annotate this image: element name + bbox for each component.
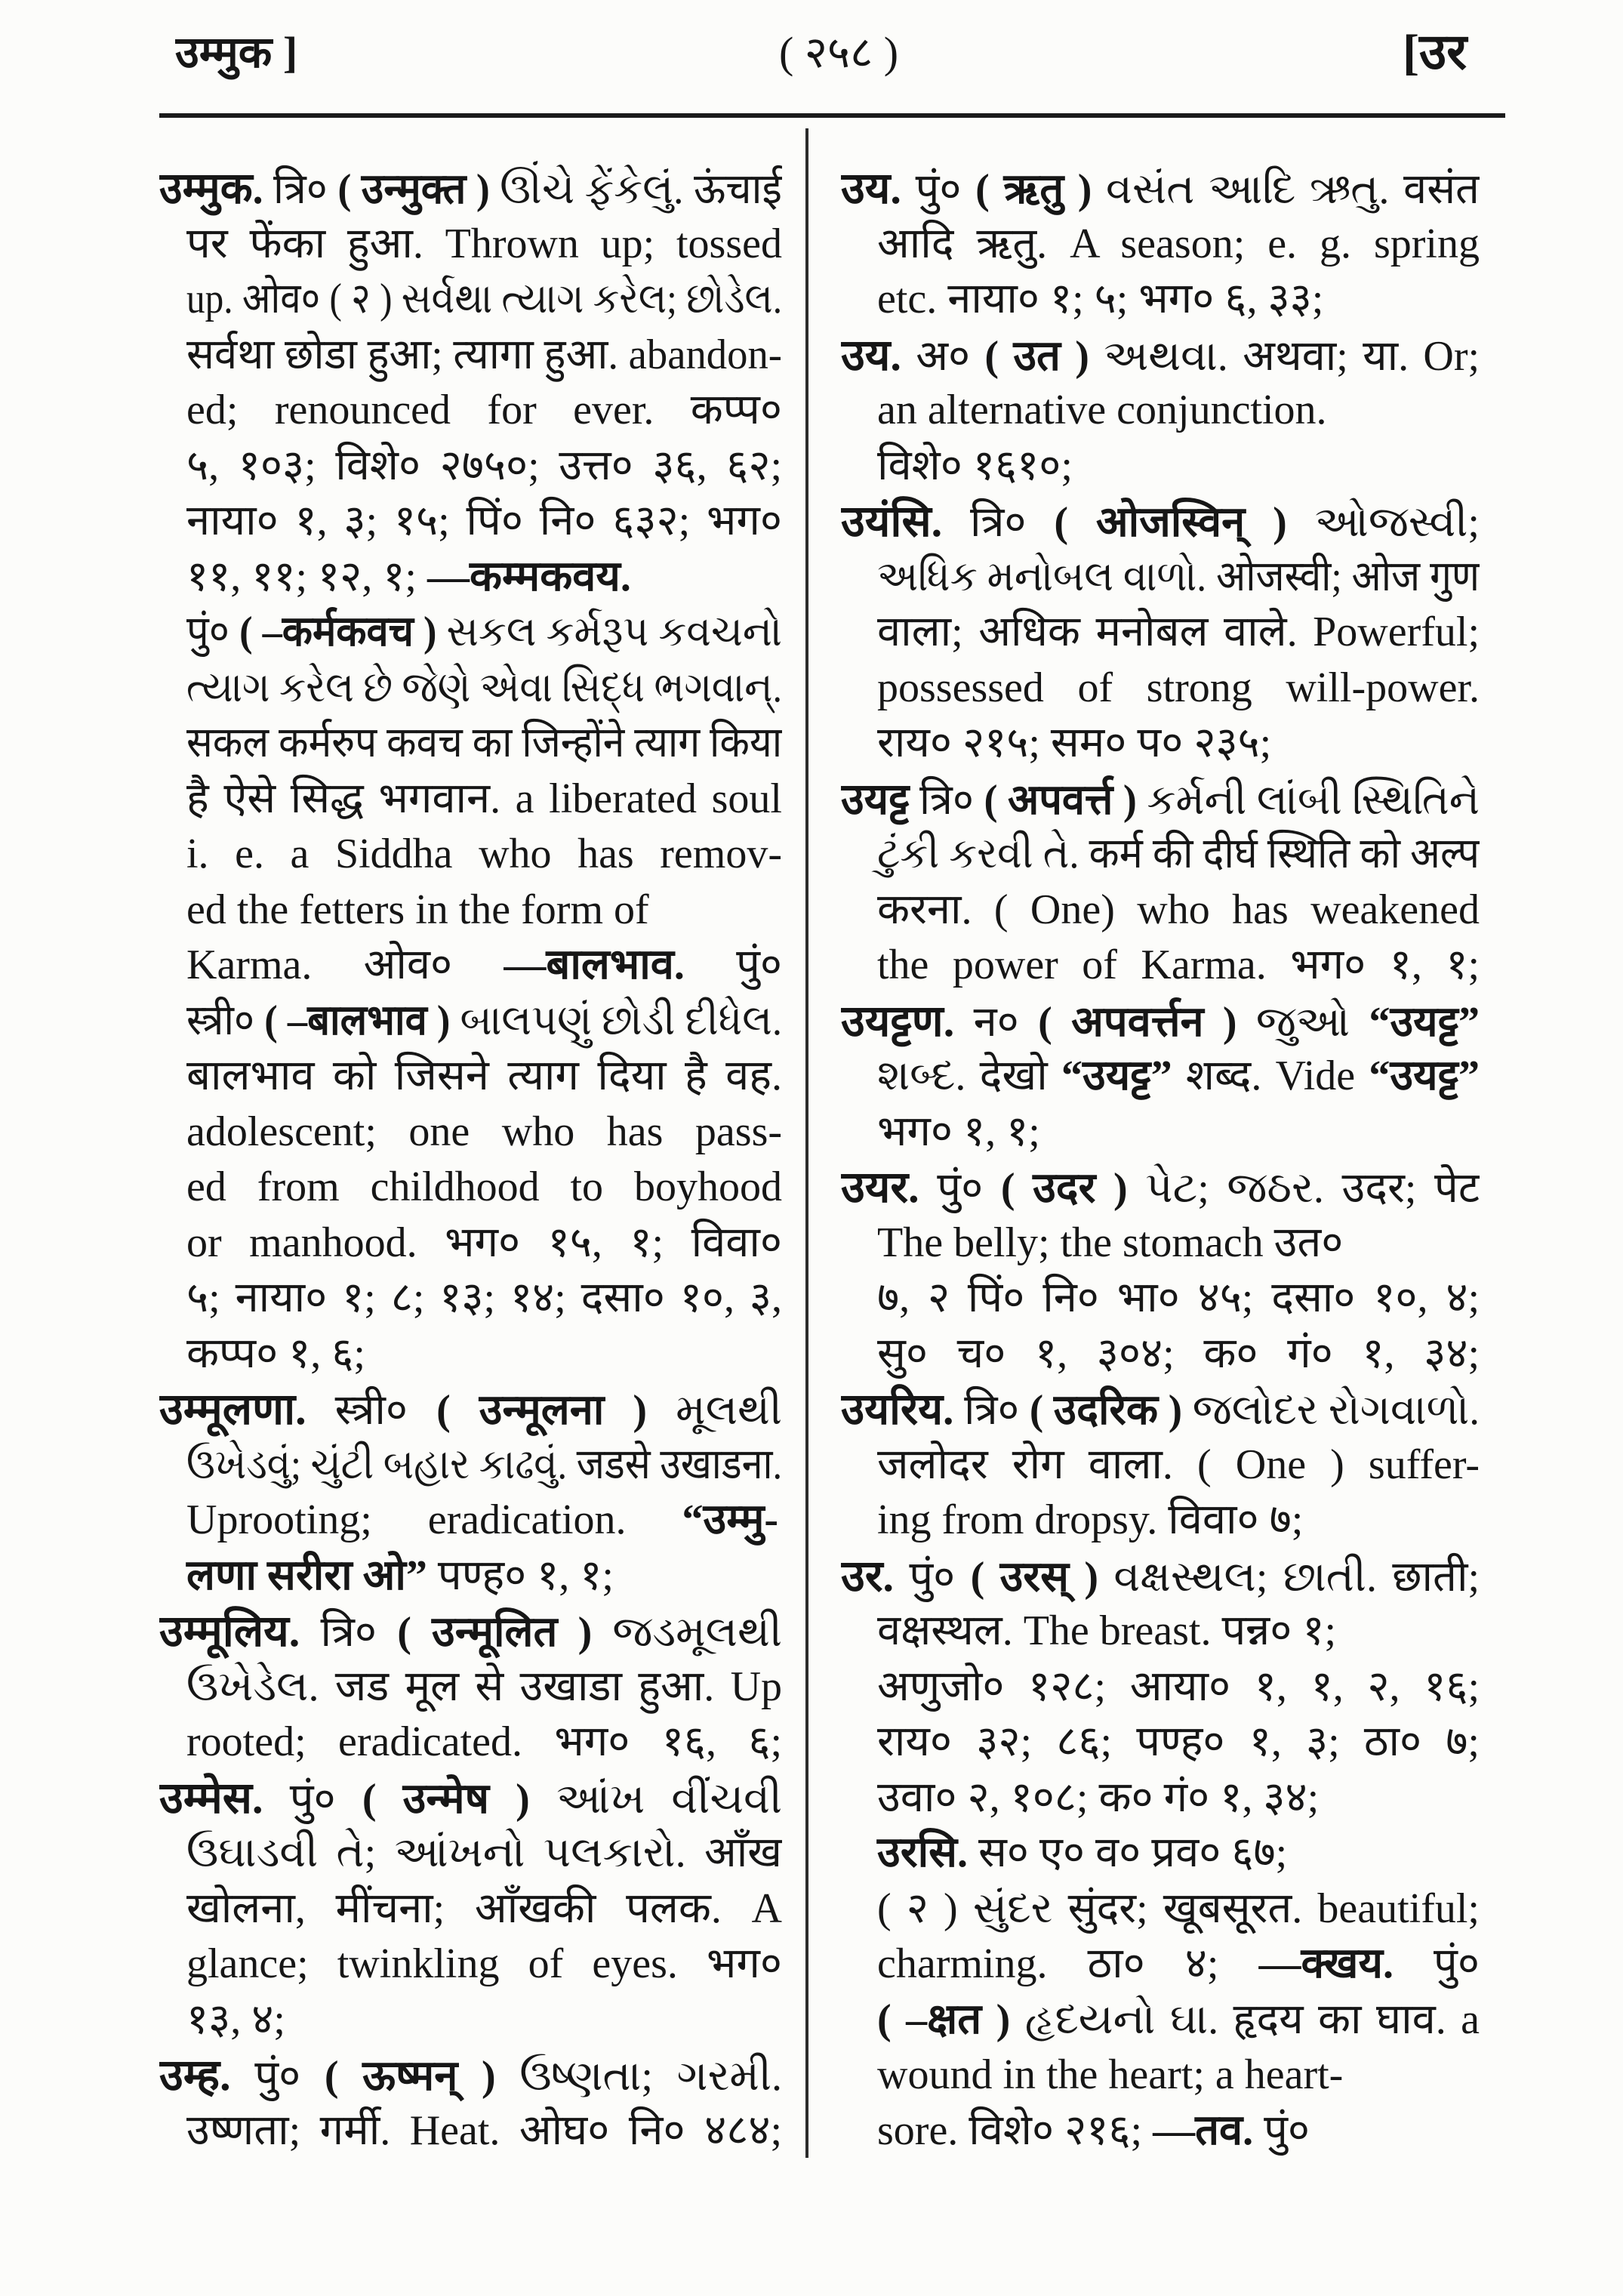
sanskrit-equivalent: ( –क्षत )	[877, 1996, 1011, 2043]
line-text: rooted; eradicated. भग० १६, ६;	[186, 1718, 782, 1765]
headword: उय.	[841, 164, 901, 213]
entry-line	[159, 1549, 782, 1604]
entry-line	[159, 1826, 782, 1881]
headword: उयरिय.	[841, 1385, 954, 1434]
line-text	[159, 1604, 782, 1660]
line-text	[159, 1382, 782, 1438]
line-text: सु० च० १, ३०४; क० गं० १, ३४;	[877, 1330, 1480, 1377]
text-segment: ઉષ્ણતા; ગરમી.	[495, 2053, 782, 2100]
line-text: राय० २१५; सम० प० २३५;	[877, 720, 1272, 766]
line-text: the power of Karma. भग० १, १;	[877, 942, 1480, 988]
dictionary-entry	[159, 1604, 782, 1771]
text-segment: મૂલથી	[647, 1387, 782, 1434]
text-segment: स० ए० व० प्रव० ६७;	[967, 1829, 1288, 1876]
text-segment: ११, ११; १२, १;	[186, 553, 427, 600]
line-text	[841, 494, 1480, 550]
text-segment: स्त्री०	[186, 997, 265, 1044]
line-text: ઉઘાડવી તે; આંખનો પલકારો. आँख	[186, 1829, 782, 1876]
line-text	[159, 2048, 782, 2103]
line-text: करना. ( One) who has weakened	[877, 886, 1480, 933]
line-text	[186, 550, 631, 606]
entry-line	[159, 1715, 782, 1771]
entry-line	[159, 217, 782, 273]
line-text	[841, 161, 1480, 217]
quoted-term: लणा सरीरा ओ”	[186, 1552, 427, 1599]
entry-line	[841, 1271, 1480, 1327]
line-text	[877, 1937, 1480, 1992]
text-segment: त्रि०	[942, 499, 1055, 546]
dictionary-entry	[841, 772, 1480, 994]
entry-line	[159, 1049, 782, 1105]
entry-line	[841, 938, 1480, 994]
dictionary-entry	[159, 2048, 782, 2159]
line-text: सर्वथा छोडा हुआ; त्यागा हुआ. abandon-	[186, 331, 782, 378]
text-segment: पुं०	[263, 1775, 362, 1823]
line-text	[186, 938, 782, 994]
sanskrit-equivalent: ( ऊष्मन् )	[324, 2053, 496, 2100]
header-rule	[159, 113, 1505, 118]
line-text: राय० ३२; ८६; पण्ह० १, ३; ठा० ७;	[877, 1718, 1480, 1765]
text-segment: त्रि०	[909, 776, 984, 824]
entry-line	[159, 2103, 782, 2159]
line-text	[186, 605, 782, 661]
line-text	[159, 161, 782, 217]
sanskrit-equivalent: ( उन्मूलित )	[397, 1609, 593, 1656]
column-divider	[805, 128, 808, 2158]
line-text: ઉખેડેલ. जड मूल से उखाडा हुआ. Up	[186, 1663, 782, 1710]
line-text	[841, 994, 1480, 1049]
entry-head-line	[841, 1160, 1480, 1216]
entry-line	[159, 1271, 782, 1327]
line-text	[186, 1549, 614, 1604]
quoted-term: “उयट्ट”	[1369, 998, 1480, 1046]
entry-line	[841, 716, 1480, 772]
sub-headword: —बालभाव.	[504, 942, 685, 988]
entry-head-line	[159, 161, 782, 217]
entry-head-line	[841, 494, 1480, 550]
text-segment: sore. विशे० २१६;	[877, 2106, 1153, 2154]
line-text: उवा० २, १०८; क० गं० १, ३४;	[877, 1774, 1320, 1821]
sanskrit-equivalent: ( ऋतु )	[975, 166, 1092, 213]
text-segment: पुं०	[919, 1165, 1001, 1212]
sub-headword: —क्खय.	[1258, 1940, 1394, 1987]
entry-head-line	[841, 772, 1480, 827]
text-segment: અથવા. अथवा; या. Or;	[1089, 332, 1480, 380]
line-text	[877, 1049, 1480, 1105]
text-segment: બાલપણું છોડી દીધેલ.	[450, 997, 782, 1044]
sub-headword: उरसि.	[877, 1829, 968, 1876]
line-text: wound in the heart; a heart-	[877, 2051, 1344, 2098]
text-segment: न०	[954, 998, 1039, 1046]
headword: उय.	[841, 330, 901, 380]
line-text	[841, 328, 1480, 384]
dictionary-entry	[841, 994, 1480, 1160]
line-text	[186, 1493, 778, 1549]
dictionary-entry	[841, 494, 1480, 772]
text-segment: સકલ કર્મરૂપ કવચનો	[436, 609, 782, 655]
text-segment: Uprooting; eradication.	[186, 1496, 682, 1543]
line-text	[159, 1771, 782, 1826]
headword: उम्मेस.	[159, 1773, 263, 1823]
entry-head-line	[841, 994, 1480, 1049]
line-text: i. e. a Siddha who has remov-	[186, 831, 782, 877]
text-segment: વસંત આદિ ઋતુ. वसंत	[1092, 166, 1480, 213]
entry-line	[841, 1937, 1480, 1992]
headword: उर.	[841, 1551, 895, 1601]
entry-line	[159, 1216, 782, 1271]
entry-head-line	[841, 161, 1480, 217]
dictionary-entry	[159, 1771, 782, 2048]
sub-headword: —कम्मकवय.	[427, 553, 631, 600]
text-segment: पुं०	[1253, 2106, 1310, 2154]
entry-line	[841, 272, 1480, 328]
entry-line	[841, 1493, 1480, 1549]
entry-line	[841, 550, 1480, 606]
line-text: adolescent; one who has pass-	[186, 1108, 782, 1155]
line-text: ५, १०३; विशे० २७५०; उत्त० ३६, ६२;	[186, 442, 782, 489]
entry-line	[841, 1438, 1480, 1493]
headword: उयट्टण.	[841, 996, 955, 1046]
text-segment: पुं०	[684, 942, 782, 988]
line-text: वाला; अधिक मनोबल वाले. Powerful;	[877, 609, 1480, 655]
text-segment: હૃદયનો ઘા. हृदय का घाव. a	[1010, 1996, 1480, 2043]
entry-line	[159, 550, 782, 606]
text-segment: પેટ; જઠર. उदर; पेट	[1127, 1165, 1480, 1212]
line-text: અધિક મનોબલ વાળો. ओजस्वी; ओज गुण	[877, 553, 1480, 600]
line-text	[841, 772, 1480, 827]
left-column	[159, 161, 782, 2159]
line-text: उष्णता; गर्मी. Heat. ओघ० नि० ४८४;	[186, 2106, 782, 2154]
sanskrit-equivalent: ( उन्मेष )	[362, 1775, 530, 1823]
line-text: नाया० १, ३; १५; पिं० नि० ६३२; भग०	[186, 498, 782, 544]
text-segment: अ०	[901, 332, 985, 380]
line-text	[841, 1549, 1480, 1604]
entry-line	[841, 2103, 1480, 2159]
dictionary-entry	[159, 161, 782, 1382]
quoted-term: “उम्मु-	[682, 1496, 779, 1543]
entry-head-line	[159, 2048, 782, 2103]
entry-line	[159, 1937, 782, 1992]
line-text: an alternative conjunction.	[877, 387, 1327, 433]
text-segment: शब्द. Vide	[1172, 1052, 1369, 1099]
entry-line	[159, 883, 782, 938]
entry-line	[159, 328, 782, 384]
entry-line	[159, 661, 782, 717]
entry-line	[841, 383, 1480, 439]
entry-line	[841, 1660, 1480, 1715]
line-text: विशे० १६१०;	[877, 442, 1073, 489]
text-segment: पुं०	[186, 609, 240, 655]
line-text: वक्षस्थल. The breast. पन्न० १;	[877, 1607, 1337, 1654]
sub-headword: —तव.	[1153, 2106, 1254, 2154]
entry-line	[841, 217, 1480, 273]
entry-line	[159, 827, 782, 883]
text-segment: त्रि०	[300, 1609, 398, 1656]
running-head-left: उम्मुक ]	[175, 28, 298, 77]
line-text: ed the fetters in the form of	[186, 886, 649, 933]
line-text	[877, 1826, 1287, 1881]
sanskrit-equivalent: ( अपवर्त्तन )	[1038, 998, 1237, 1046]
text-segment: स्त्री०	[306, 1387, 437, 1434]
entry-line	[841, 1771, 1480, 1826]
entry-line	[841, 1105, 1480, 1160]
entry-line	[159, 1160, 782, 1216]
entry-head-line	[159, 1771, 782, 1826]
text-segment: charming. ठा० ४;	[877, 1940, 1259, 1987]
entry-line	[841, 883, 1480, 938]
entry-line	[159, 1660, 782, 1715]
text-segment: કર્મની લાંબી સ્થિતિને	[1136, 776, 1480, 824]
entry-line	[159, 494, 782, 550]
line-text: ed from childhood to boyhood	[186, 1163, 782, 1210]
text-segment: पुं०	[1393, 1940, 1480, 1987]
text-segment: વક્ષસ્થલ; છાતી. छाती;	[1098, 1553, 1480, 1601]
line-text: up. ओव० ( २ ) સર્વથા ત્યાગ કરેલ; છોડેલ.	[186, 276, 782, 322]
entry-head-line	[841, 1382, 1480, 1438]
headword: उयर.	[841, 1163, 919, 1212]
entry-line	[159, 272, 782, 328]
entry-line	[159, 1881, 782, 1937]
dictionary-entry	[841, 1382, 1480, 1549]
line-text: अणुजो० १२८; आया० १, १, २, १६;	[877, 1663, 1480, 1710]
text-segment: આંખ વીંચવી	[529, 1775, 782, 1823]
entry-line	[159, 716, 782, 772]
quoted-term: “उयट्ट”	[1061, 1052, 1172, 1099]
line-text	[841, 1160, 1480, 1216]
entry-line	[159, 1327, 782, 1382]
line-text: सकल कर्मरुप कवच का जिन्होंने त्याग किया	[186, 720, 782, 766]
line-text: ઉખેડવું; ચુંટી બહાર કાઢવું. जडसे उखाडना.	[186, 1441, 782, 1488]
sanskrit-equivalent: ( उदर )	[1000, 1165, 1128, 1212]
entry-line	[159, 439, 782, 495]
entry-line	[159, 994, 782, 1049]
entry-line	[841, 1881, 1480, 1937]
quoted-term: “उयट्ट”	[1369, 1052, 1480, 1099]
text-segment: શબ્દ. देखो	[877, 1052, 1062, 1099]
entry-line	[159, 383, 782, 439]
dictionary-entry	[841, 161, 1480, 328]
entry-line	[159, 1493, 782, 1549]
headword: उयट्ट	[841, 774, 910, 824]
line-text: ७, २ पिं० नि० भा० ४५; दसा० १०, ४;	[877, 1274, 1480, 1321]
line-text	[186, 994, 782, 1049]
headword: उम्मुक.	[159, 164, 263, 213]
dictionary-entry	[841, 328, 1480, 495]
line-text	[877, 1992, 1480, 2048]
sanskrit-equivalent: ( उत )	[984, 332, 1089, 380]
entry-line	[159, 1438, 782, 1493]
line-text: glance; twinkling of eyes. भग०	[186, 1940, 782, 1987]
sanskrit-equivalent: ( उरस् )	[970, 1553, 1099, 1601]
entry-line	[159, 772, 782, 827]
line-text: पर फेंका हुआ. Thrown up; tossed	[186, 220, 782, 267]
line-text	[841, 1382, 1480, 1438]
line-text	[877, 2103, 1310, 2159]
line-text: ५; नाया० १; ८; १३; १४; दसा० १०, ३,	[186, 1274, 782, 1321]
dictionary-entry	[841, 1549, 1480, 2159]
line-text: The belly; the stomach उत०	[877, 1219, 1344, 1266]
sanskrit-equivalent: ( –बालभाव )	[264, 997, 451, 1044]
line-text: ing from dropsy. विवा० ७;	[877, 1496, 1304, 1543]
headword: उयंसि.	[841, 497, 943, 546]
text-segment: ઊંચે ફેંકેલું. ऊंचाई	[489, 166, 782, 213]
line-text: आदि ऋतु. A season; e. g. spring	[877, 220, 1480, 267]
right-column	[841, 161, 1480, 2159]
entry-line	[841, 1992, 1480, 2048]
line-text: ( २ ) સુંદર सुंदर; खूबसूरत. beautiful;	[877, 1885, 1480, 1932]
line-text: जलोदर रोग वाला. ( One ) suffer-	[877, 1441, 1480, 1488]
entry-line	[841, 1604, 1480, 1660]
line-text: बालभाव को जिसने त्याग दिया है वह.	[186, 1052, 782, 1099]
line-text: ટુંકી કરવી તે. कर्म की दीर्घ स्थिति को अल्प	[877, 831, 1480, 877]
entry-line	[841, 2048, 1480, 2103]
dictionary-entry	[159, 1382, 782, 1604]
text-segment: पुं०	[230, 2053, 325, 2100]
text-segment: त्रि०	[263, 166, 338, 213]
sanskrit-equivalent: ( –कर्मकवच )	[239, 609, 437, 655]
sanskrit-equivalent: ( उन्मूलना )	[436, 1387, 648, 1434]
sanskrit-equivalent: ( अपवर्त्त )	[984, 776, 1137, 824]
headword: उम्मूलिय.	[159, 1607, 300, 1656]
entry-line	[841, 1216, 1480, 1271]
entry-line	[841, 661, 1480, 717]
text-segment: જલોદર રોગવાળો.	[1182, 1387, 1480, 1434]
entry-head-line	[841, 1549, 1480, 1604]
line-text: or manhood. भग० १५, १; विवा०	[186, 1219, 782, 1266]
headword: उम्मूलणा.	[159, 1385, 306, 1434]
entry-head-line	[841, 328, 1480, 384]
sanskrit-equivalent: ( ओजस्विन् )	[1054, 499, 1287, 546]
entry-line	[841, 1715, 1480, 1771]
line-text: है ऐसे सिद्ध भगवान. a liberated soul	[186, 775, 782, 822]
dictionary-entry	[841, 1160, 1480, 1382]
entry-head-line	[159, 1382, 782, 1438]
entry-line	[841, 439, 1480, 495]
text-segment: पण्ह० १, १;	[427, 1552, 614, 1599]
entry-line	[159, 1992, 782, 2048]
text-segment: Karma. ओव०	[186, 942, 504, 988]
line-text: भग० १, १;	[877, 1108, 1040, 1155]
text-segment: पुं०	[894, 1553, 971, 1601]
entry-head-line	[159, 1604, 782, 1660]
entry-line	[159, 605, 782, 661]
text-segment: જડમૂલથી	[592, 1609, 782, 1656]
text-segment: ઓજસ્વી;	[1286, 499, 1480, 546]
sanskrit-equivalent: ( उदरिक )	[1029, 1387, 1183, 1434]
text-segment: જુઓ	[1236, 998, 1369, 1046]
line-text: खोलना, मींचना; आँखकी पलक. A	[186, 1885, 782, 1932]
entry-line	[841, 1049, 1480, 1105]
entry-line	[841, 1327, 1480, 1382]
entry-line	[841, 827, 1480, 883]
entry-line	[841, 1826, 1480, 1881]
line-text: etc. नाया० १; ५; भग० ६, ३३;	[877, 276, 1324, 322]
running-head-right: [उर	[1403, 25, 1467, 80]
text-segment: पुं०	[901, 166, 976, 213]
text-segment: त्रि०	[953, 1387, 1030, 1434]
line-text: possessed of strong will-power.	[877, 664, 1480, 711]
entry-line	[159, 938, 782, 994]
line-text: ત્યાગ કરેલ છે જેણે એવા સિદ્ધ ભગવાન્.	[186, 664, 782, 711]
sanskrit-equivalent: ( उन्मुक्त )	[337, 166, 490, 213]
line-text: १३, ४;	[186, 1996, 285, 2043]
headword: उम्ह.	[159, 2051, 231, 2100]
line-text: कप्प० १, ६;	[186, 1330, 365, 1377]
entry-line	[159, 1105, 782, 1160]
page-number: ( २५८ )	[778, 28, 899, 77]
entry-line	[841, 605, 1480, 661]
line-text: ed; renounced for ever. कप्प०	[186, 387, 782, 433]
